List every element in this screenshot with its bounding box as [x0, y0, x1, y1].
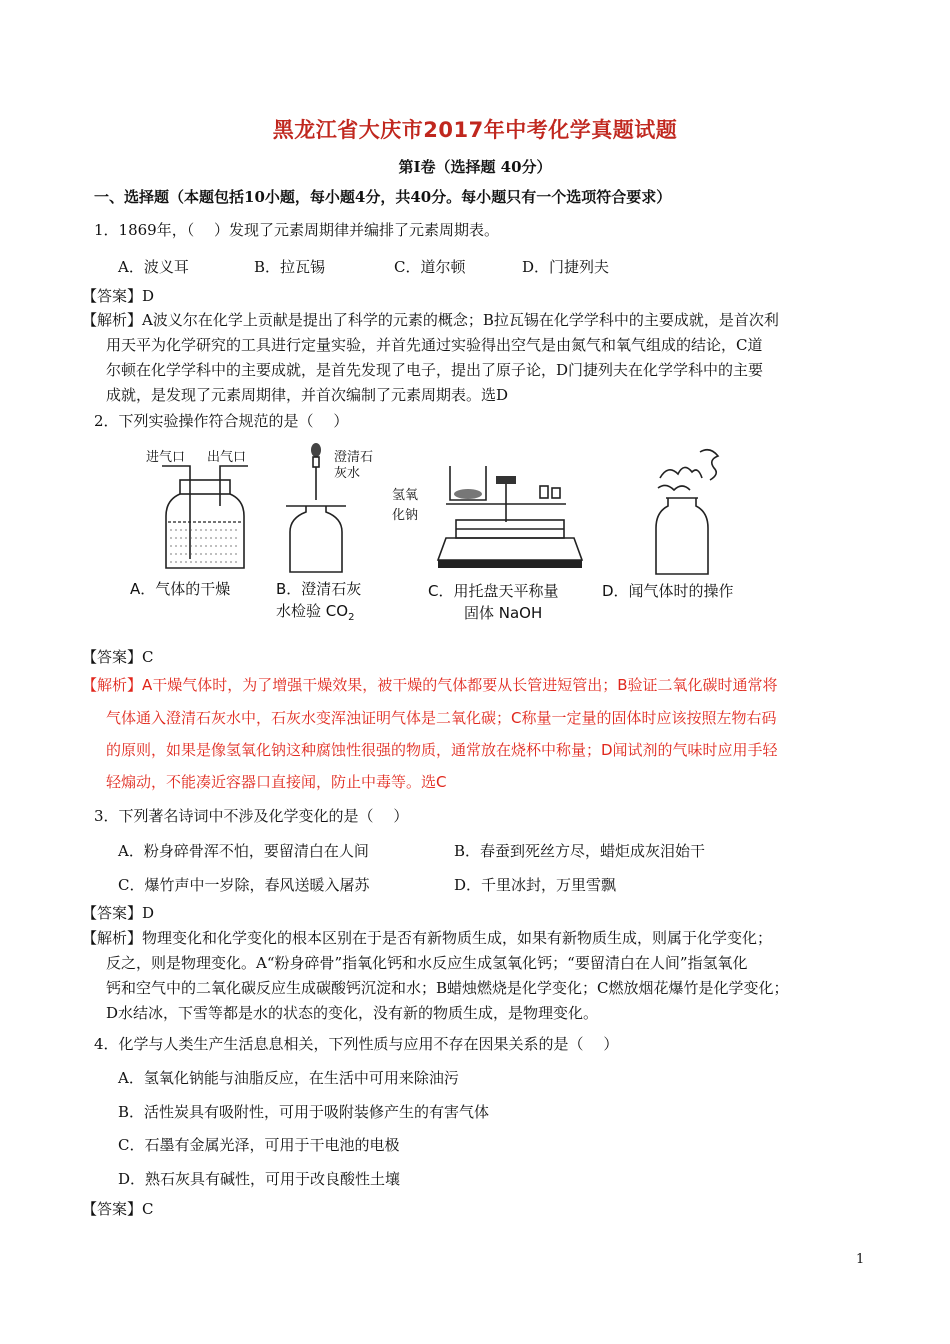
question-3-analysis-line: D水结冰，下雪等都是水的状态的变化，没有新的物质生成，是物理变化。 — [106, 1004, 599, 1022]
question-2-analysis-line: 轻煽动，不能凑近容器口直接闻，防止中毒等。选C — [106, 773, 447, 791]
question-1-stem: 1．1869年，（ ）发现了元素周期律并编排了元素周期表。 — [94, 221, 499, 239]
figure-b-caption: 水检验 $CO_2$ — [276, 602, 355, 623]
question-1-option-b: B．拉瓦锡 — [254, 258, 326, 276]
figure-c-caption: C．用托盘天平称量 — [428, 582, 559, 600]
question-1-analysis-line: 【解析】A波义尔在化学上贡献是提出了科学的元素的概念；B拉瓦锡在化学学科中的主要成就，是首次利 — [82, 311, 779, 329]
question-2-analysis-line: 【解析】A干燥气体时，为了增强干燥效果，被干燥的气体都要从长管进短管出；B验证二氧化碳时通常将 — [82, 676, 778, 694]
question-3-answer: 【答案】D — [82, 904, 155, 922]
figure-a-outlet-label: 出气口 — [207, 450, 247, 465]
question-4-option-b: B．活性炭具有吸附性，可用于吸附装修产生的有害气体 — [118, 1103, 490, 1121]
section-heading: 一、选择题（本题包括10小题，每小题4分，共40分。每小题只有一个选项符合要求） — [94, 188, 672, 206]
question-4-option-d: D．熟石灰具有碱性，可用于改良酸性土壤 — [118, 1170, 401, 1188]
question-2-answer: 【答案】C — [82, 648, 154, 666]
figure-b-caption: B．澄清石灰 — [276, 580, 362, 598]
figure-c-reagent-label: 氢氧 — [392, 488, 419, 503]
page-number: 1 — [856, 1252, 865, 1267]
figure-a-drying-bottle — [150, 464, 260, 574]
question-1-option-d: D．门捷列夫 — [522, 258, 610, 276]
page-title: 黑龙江省大庆市2017年中考化学真题试题 — [272, 118, 678, 142]
figure-a-inlet-label: 进气口 — [146, 450, 186, 465]
question-1-answer: 【答案】D — [82, 287, 155, 305]
question-3-option-b: B．春蚕到死丝方尽，蜡炬成灰泪始干 — [454, 842, 706, 860]
figure-c-balance — [436, 460, 596, 576]
question-3-option-a: A．粉身碎骨浑不怕，要留清白在人间 — [118, 842, 369, 860]
question-3-option-c: C．爆竹声中一岁除，春风送暖入屠苏 — [118, 876, 370, 894]
figure-b-reagent-label: 灰水 — [334, 466, 361, 481]
page-subtitle: 第Ⅰ卷（选择题 40分） — [398, 158, 552, 176]
question-4-stem: 4．化学与人类生产生活息息相关，下列性质与应用不存在因果关系的是（ ） — [94, 1035, 619, 1053]
figure-d-caption: D．闻气体时的操作 — [602, 582, 734, 600]
question-1-analysis-line: 成就，是发现了元素周期律，并首次编制了元素周期表。选D — [106, 386, 509, 404]
question-1-option-c: C．道尔顿 — [394, 258, 466, 276]
question-3-analysis-line: 钙和空气中的二氧化碳反应生成碳酸钙沉淀和水；B蜡烛燃烧是化学变化；C燃放烟花爆竹是化学变化； — [106, 979, 789, 997]
question-3-stem: 3．下列著名诗词中不涉及化学变化的是（ ） — [94, 807, 409, 825]
question-4-option-a: A．氢氧化钠能与油脂反应，在生活中可用来除油污 — [118, 1069, 459, 1087]
figure-c-caption: 固体 NaOH — [464, 604, 543, 622]
figure-c-reagent-label: 化钠 — [392, 508, 419, 523]
question-2-analysis-line: 的原则，如果是像氢氧化钠这种腐蚀性很强的物质，通常放在烧杯中称量；D闻试剂的气味时应用手轻 — [106, 741, 778, 759]
question-2-analysis-line: 气体通入澄清石灰水中，石灰水变浑浊证明气体是二氧化碳；C称量一定量的固体时应该按照左物右码 — [106, 709, 777, 727]
question-3-analysis-line: 【解析】物理变化和化学变化的根本区别在于是否有新物质生成，如果有新物质生成，则属于化学变化； — [82, 929, 773, 947]
figure-d-smelling-gas — [648, 444, 732, 578]
figure-b-reagent-label: 澄清石 — [334, 450, 374, 465]
question-1-analysis-line: 用天平为化学研究的工具进行定量实验，并首先通过实验得出空气是由氮气和氧气组成的结论，C道 — [106, 336, 763, 354]
question-1-analysis-line: 尔顿在化学学科中的主要成就，是首先发现了电子，提出了原子论，D门捷列夫在化学学科中的主要 — [106, 361, 764, 379]
figure-a-caption: A．气体的干燥 — [130, 580, 231, 598]
question-4-option-c: C．石墨有金属光泽，可用于干电池的电极 — [118, 1136, 400, 1154]
question-3-option-d: D．千里冰封，万里雪飘 — [454, 876, 617, 894]
question-3-analysis-line: 反之，则是物理变化。A“粉身碎骨”指氧化钙和水反应生成氢氧化钙；“要留清白在人间”指氢氧化 — [106, 954, 748, 972]
question-2-stem: 2．下列实验操作符合规范的是（ ） — [94, 412, 349, 430]
question-1-option-a: A．波义耳 — [118, 258, 189, 276]
question-4-answer: 【答案】C — [82, 1200, 154, 1218]
